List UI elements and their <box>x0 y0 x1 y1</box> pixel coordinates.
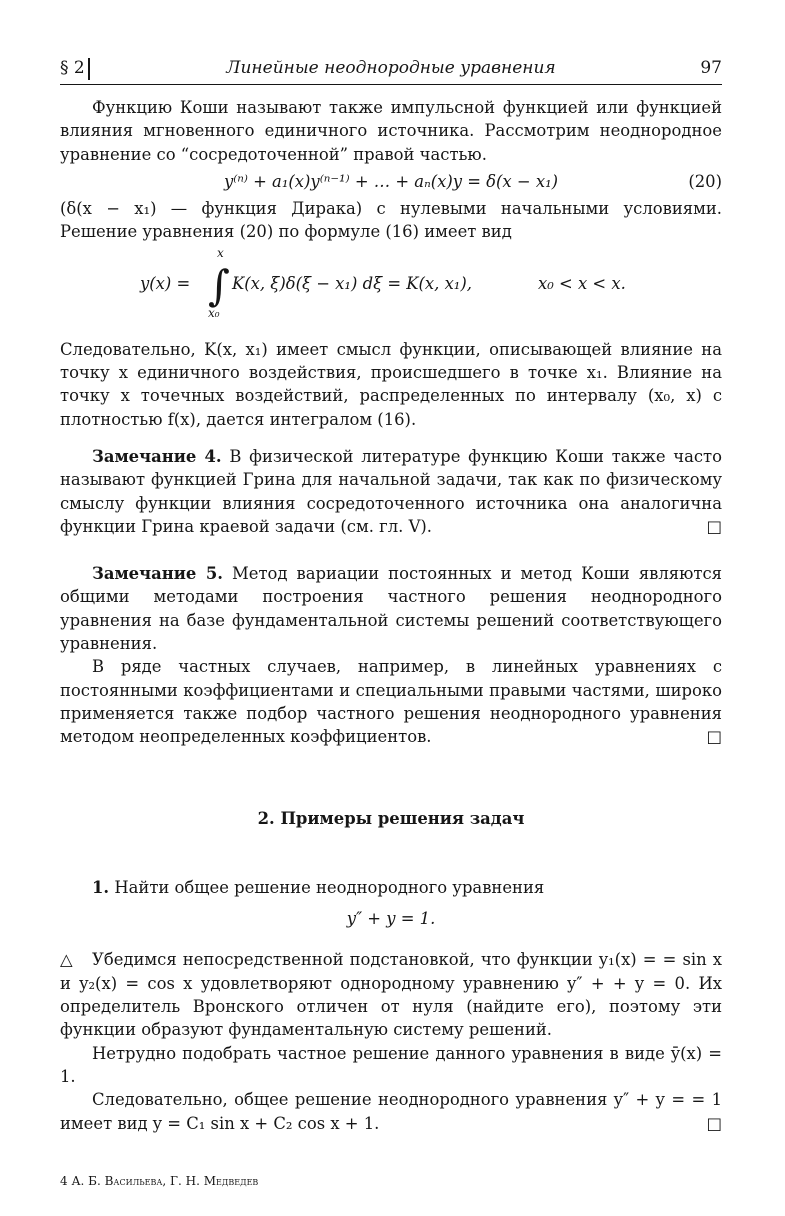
remark-4-label: Замечание 4. <box>92 446 222 466</box>
page-body <box>60 96 722 1135</box>
remark-5-label: Замечание 5. <box>92 564 223 584</box>
integral-formula <box>60 244 722 332</box>
integral-sign-icon: ∫ <box>208 260 230 310</box>
integral-rhs: K(x, ξ)δ(ξ − x₁) dξ = K(x, x₁), <box>232 273 472 293</box>
problem-1-equation <box>60 907 722 930</box>
header-rule <box>60 84 722 85</box>
footer-signature: 4 А. Б. Васильева, Г. Н. Медведев <box>60 1174 259 1188</box>
section-heading: 2. Примеры решения задач <box>257 808 525 828</box>
problem-1-text: Найти общее решение неоднородного уравнения <box>114 877 545 897</box>
integral-condition: x₀ < x < x. <box>538 273 626 293</box>
solution-paragraph-1 <box>60 948 722 1041</box>
header-section: § 2 <box>60 58 85 78</box>
header-title: Линейные неоднородные уравнения <box>226 58 556 78</box>
equation-20 <box>60 170 722 193</box>
paragraph-cauchy-impulse: Функцию Коши называют также импульсной функцией или функцией влияния мгновенного единичного источника. Рассмотрим неоднородное уравнение со “сосредоточенной” правой частью. <box>60 98 722 164</box>
integral-lhs: y(x) = <box>140 273 191 293</box>
problem-1-equation-text: y″ + y = 1. <box>346 909 436 929</box>
equation-20-formula: y⁽ⁿ⁾ + a₁(x)y⁽ⁿ⁻¹⁾ + … + aₙ(x)y = δ(x − x₁) <box>223 171 559 191</box>
qed-icon: □ <box>706 1113 722 1133</box>
paragraph-consequence: Следовательно, K(x, x₁) имеет смысл функции, описывающей влияние на точку x единичного воздействия, происшедшего в точке x₁. Влияние на точку x точечных воздействий, распределенных по интервалу (x₀, x) с плотностью f(x), дается интегралом (16). <box>60 339 722 429</box>
problem-1-number: 1. <box>92 877 110 897</box>
integral-upper-limit: x <box>217 245 224 260</box>
solution-paragraph-2: Нетрудно подобрать частное решение данного уравнения в виде ȳ(x) = 1. <box>60 1043 722 1086</box>
remark-4 <box>60 445 722 538</box>
running-header <box>60 58 722 82</box>
solution-text-3: Следовательно, общее решение неоднородного уравнения y″ + y = = 1 имеет вид y = C₁ sin x + C₂ cos x + 1. <box>60 1090 722 1133</box>
equation-20-number: (20) <box>688 171 722 191</box>
integral-lower-limit: x₀ <box>208 305 220 320</box>
remark-5 <box>60 562 722 655</box>
problem-1-statement <box>60 876 722 899</box>
remark-4-text: В физической литературе функцию Коши также часто называют функцией Грина для начальной задачи, так как по физическому смыслу функции влияния сосредоточенного источника она аналогична функции Грина краевой задачи (см. гл. V). <box>60 446 722 536</box>
solution-paragraph-3 <box>60 1088 722 1135</box>
remark-5-text: Метод вариации постоянных и метод Коши являются общими методами построения частного решения неоднородного уравнения на базе фундаментальной системы решений соответствующего уравнения. <box>60 564 722 654</box>
remark-5-continued <box>60 655 722 748</box>
solution-triangle-icon: △ <box>60 950 73 970</box>
remark-5-text2: В ряде частных случаев, например, в линейных уравнениях с постоянными коэффициентами и специальными правыми частями, широко применяется также подбор частного решения неоднородного уравнения методом неопределенных коэффициентов. <box>60 657 722 747</box>
qed-icon: □ <box>706 727 722 747</box>
qed-icon: □ <box>706 516 722 536</box>
solution-text-1: Убедимся непосредственной подстановкой, что функции y₁(x) = = sin x и y₂(x) = cos x удовлетворяют однородному уравнению y″ + + y = 0. Их определитель Вронского отличен от нуля (найдите его), поэтому эти функции образуют фундаментальную систему решений. <box>60 950 722 1040</box>
paragraph-dirac: (δ(x − x₁) — функция Дирака) с нулевыми начальными условиями. Решение уравнения (20) по формуле (16) имеет вид <box>60 199 722 242</box>
page-number: 97 <box>700 58 722 78</box>
